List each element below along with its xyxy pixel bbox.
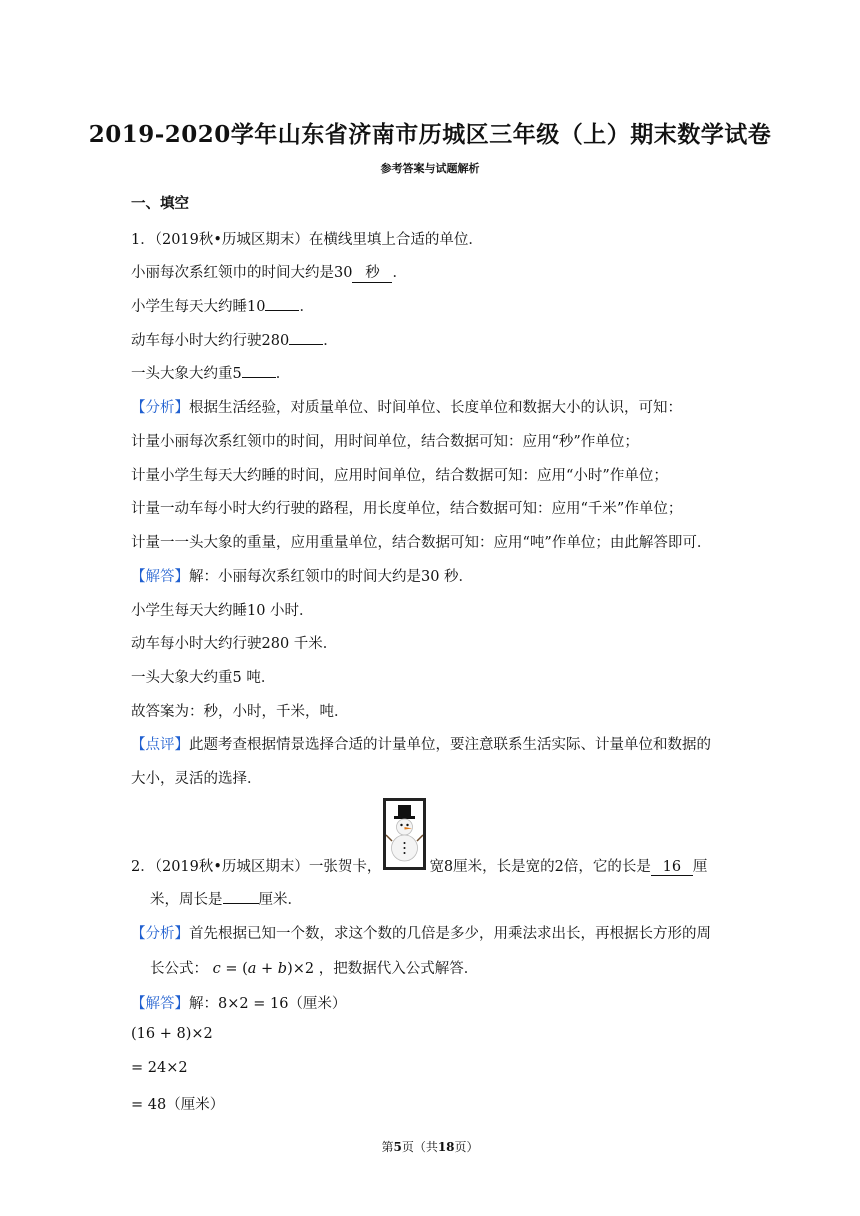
- q1-line2-blank: [265, 296, 299, 311]
- q2-solution-text: 解：8×2 = 16（厘米）: [189, 996, 347, 1012]
- q1-line3-period: ．: [323, 333, 338, 349]
- q2-analysis2-post: ，把数据代入公式解答．: [318, 961, 479, 977]
- q2-solution-4: = 48（厘米）: [131, 1097, 225, 1113]
- q1-line4: [131, 362, 290, 383]
- q1-line4-blank: [242, 363, 276, 378]
- q2-analysis: [131, 922, 711, 943]
- q2-solution-3: = 24×2: [131, 1060, 188, 1076]
- snowman-image: [386, 801, 423, 867]
- formula-plus: +: [256, 961, 278, 977]
- q1-line1-period: ．: [392, 265, 407, 281]
- q1-solution: [131, 565, 473, 586]
- q2-analysis2-pre: 长公式：: [150, 961, 208, 977]
- q2-solution-2: (16 + 8)×2: [131, 1026, 213, 1042]
- formula-b: b: [277, 961, 288, 977]
- q1-solution-2: 小学生每天大约睡10 小时．: [131, 603, 314, 619]
- q2-analysis-text: 首先根据已知一个数，求这个数的几倍是多少，用乘法求出长，再根据长方形的周: [189, 926, 711, 942]
- analysis-tag: 【分析】: [131, 926, 189, 942]
- q1-analysis-4: 计量一一头大象的重量，应用重量单位，结合数据可知：应用“吨”作单位；由此解答即可．: [131, 535, 712, 551]
- q1-stem: 1．（2019秋•历城区期末）在横线里填上合适的单位．: [131, 232, 483, 248]
- page-footer: [0, 1138, 860, 1155]
- formula-a: a: [247, 961, 257, 977]
- q1-line3-text: 动车每小时大约行驶280: [131, 333, 290, 349]
- footer-page: 5: [393, 1140, 402, 1154]
- q1-analysis-text: 根据生活经验，对质量单位、时间单位、长度单位和数据大小的认识，可知：: [189, 400, 682, 416]
- q2-stem-end: 厘: [692, 859, 708, 875]
- q1-line1: [131, 261, 407, 283]
- q1-analysis: [131, 396, 682, 417]
- footer-pre: 第: [381, 1140, 394, 1154]
- q1-line4-period: ．: [275, 366, 291, 382]
- q1-comment-2: 大小，灵活的选择．: [131, 771, 262, 787]
- footer-mid: 页（共: [401, 1140, 438, 1154]
- q1-solution-4: 一头大象大约重5 吨．: [131, 670, 276, 686]
- page-subtitle: 参考答案与试题解析: [380, 162, 480, 175]
- q1-line3: [131, 329, 338, 350]
- page-title: 2019-2020学年山东省济南市历城区三年级（上）期末数学试卷: [88, 121, 772, 148]
- q1-line1-answer: 秒: [352, 261, 392, 283]
- q1-comment-text: 此题考查根据情景选择合适的计量单位，要注意联系生活实际、计量单位和数据的: [189, 737, 711, 753]
- section-heading: 一、填空: [131, 195, 189, 212]
- formula-c: c: [212, 961, 221, 977]
- footer-post: 页）: [454, 1140, 479, 1154]
- analysis-tag: 【分析】: [131, 400, 189, 416]
- q1-line2: [131, 295, 314, 316]
- q2-stem2-pre: 米，周长是: [150, 892, 223, 908]
- q2-analysis-2: [150, 957, 478, 978]
- footer-total: 18: [437, 1140, 455, 1154]
- q1-line2-period: ．: [299, 299, 314, 315]
- q1-line1-text: 小丽每次系红领巾的时间大约是30: [131, 265, 353, 281]
- solution-tag: 【解答】: [131, 996, 189, 1012]
- q1-answer-summary: 故答案为：秒，小时，千米，吨．: [131, 704, 349, 720]
- q2-stem2-post: 厘米．: [258, 892, 302, 908]
- q1-analysis-3: 计量一动车每小时大约行驶的路程，用长度单位，结合数据可知：应用“千米”作单位；: [131, 501, 683, 517]
- q2-stem-line2: [150, 888, 302, 909]
- q2-blank: [223, 889, 259, 904]
- q1-solution-text: 解：小丽每次系红领巾的时间大约是30 秒．: [189, 569, 474, 585]
- comment-tag: 【点评】: [131, 737, 189, 753]
- q1-analysis-1: 计量小丽每次系红领巾的时间，用时间单位，结合数据可知：应用“秒”作单位；: [131, 434, 639, 450]
- formula-end: )×2: [287, 961, 315, 977]
- q2-solution: [131, 992, 346, 1013]
- q2-answer: 16: [651, 859, 693, 876]
- q1-line3-blank: [289, 330, 323, 345]
- formula-eq: = (: [220, 961, 248, 977]
- q2-stem-post: 宽8厘米，长是宽的2倍，它的长是: [429, 859, 651, 875]
- q1-analysis-2: 计量小学生每天大约睡的时间，应用时间单位，结合数据可知：应用“小时”作单位；: [131, 468, 668, 484]
- q1-solution-3: 动车每小时大约行驶280 千米．: [131, 636, 338, 652]
- snowman-card-icon: [383, 798, 426, 870]
- q1-line2-text: 小学生每天大约睡10: [131, 299, 266, 315]
- q1-comment: [131, 733, 711, 754]
- q2-stem-pre: 2．（2019秋•历城区期末）一张贺卡，: [131, 859, 382, 875]
- q1-line4-text: 一头大象大约重5: [131, 366, 242, 382]
- solution-tag: 【解答】: [131, 569, 189, 585]
